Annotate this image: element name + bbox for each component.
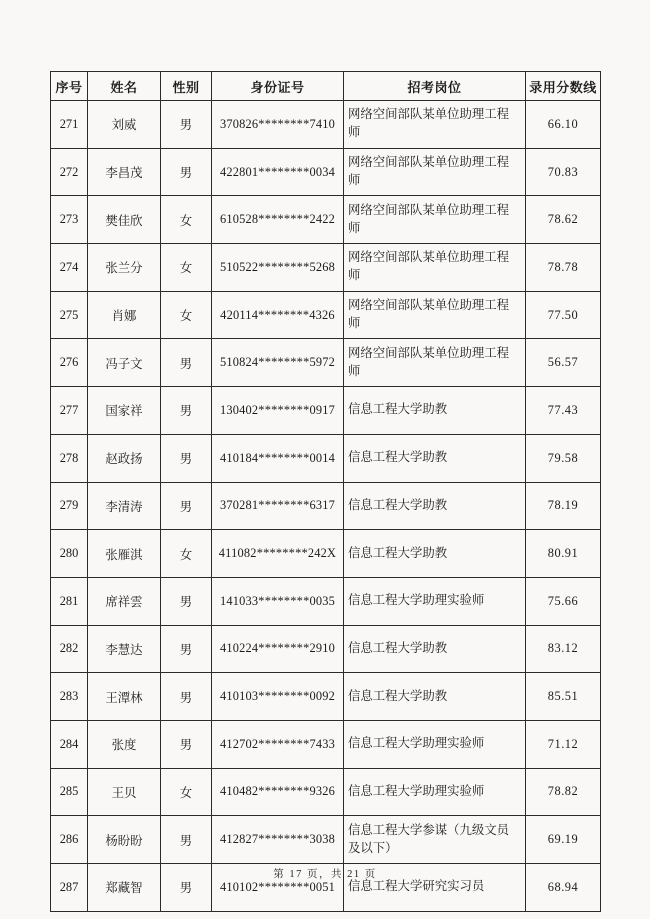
cell-gender: 男 (161, 339, 212, 387)
cell-score: 78.62 (526, 196, 601, 244)
cell-score: 56.57 (526, 339, 601, 387)
cell-score: 69.19 (526, 816, 601, 864)
cell-position: 信息工程大学助理实验师 (344, 577, 526, 625)
cell-no: 271 (51, 101, 88, 149)
cell-no: 283 (51, 673, 88, 721)
cell-position: 信息工程大学参谋（九级文员及以下） (344, 816, 526, 864)
cell-score: 79.58 (526, 434, 601, 482)
cell-score: 78.82 (526, 768, 601, 816)
cell-id-number: 411082********242X (212, 530, 344, 578)
cell-no: 280 (51, 530, 88, 578)
cell-no: 287 (51, 864, 88, 912)
cell-name: 杨盼盼 (88, 816, 161, 864)
cell-position: 网络空间部队某单位助理工程师 (344, 244, 526, 292)
cell-no: 275 (51, 291, 88, 339)
cell-name: 张雁淇 (88, 530, 161, 578)
cell-no: 282 (51, 625, 88, 673)
cell-position: 信息工程大学助理实验师 (344, 768, 526, 816)
cell-no: 281 (51, 577, 88, 625)
cell-id-number: 412702********7433 (212, 720, 344, 768)
cell-name: 张兰分 (88, 244, 161, 292)
cell-gender: 女 (161, 196, 212, 244)
cell-name: 国家祥 (88, 387, 161, 435)
cell-id-number: 141033********0035 (212, 577, 344, 625)
cell-gender: 女 (161, 244, 212, 292)
cell-id-number: 130402********0917 (212, 387, 344, 435)
cell-id-number: 410224********2910 (212, 625, 344, 673)
table-body (51, 101, 601, 912)
cell-gender: 男 (161, 434, 212, 482)
page-number: 第 17 页，共 21 页 (273, 869, 377, 880)
cell-score: 80.91 (526, 530, 601, 578)
cell-no: 286 (51, 816, 88, 864)
cell-position: 信息工程大学助教 (344, 673, 526, 721)
cell-id-number: 510824********5972 (212, 339, 344, 387)
cell-position: 网络空间部队某单位助理工程师 (344, 148, 526, 196)
cell-no: 276 (51, 339, 88, 387)
cell-position: 信息工程大学助理实验师 (344, 720, 526, 768)
cell-id-number: 410482********9326 (212, 768, 344, 816)
cell-gender: 女 (161, 291, 212, 339)
table-row (51, 434, 601, 482)
cell-score: 70.83 (526, 148, 601, 196)
cell-id-number: 370826********7410 (212, 101, 344, 149)
cell-no: 273 (51, 196, 88, 244)
cell-id-number: 410102********0051 (212, 864, 344, 912)
col-header-no: 序号 (51, 72, 88, 101)
cell-gender: 男 (161, 720, 212, 768)
cell-position: 信息工程大学助教 (344, 482, 526, 530)
cell-name: 王潭林 (88, 673, 161, 721)
col-header-gender: 性别 (161, 72, 212, 101)
cell-gender: 男 (161, 864, 212, 912)
cell-score: 77.43 (526, 387, 601, 435)
cell-position: 信息工程大学助教 (344, 434, 526, 482)
cell-id-number: 370281********6317 (212, 482, 344, 530)
cell-name: 李昌茂 (88, 148, 161, 196)
cell-name: 赵政扬 (88, 434, 161, 482)
recruitment-score-table (50, 71, 601, 912)
cell-gender: 男 (161, 816, 212, 864)
table-row (51, 387, 601, 435)
col-header-id: 身份证号 (212, 72, 344, 101)
cell-gender: 男 (161, 625, 212, 673)
cell-gender: 男 (161, 387, 212, 435)
table-row (51, 482, 601, 530)
cell-score: 85.51 (526, 673, 601, 721)
table-row (51, 720, 601, 768)
table-row (51, 244, 601, 292)
col-header-position: 招考岗位 (344, 72, 526, 101)
cell-no: 274 (51, 244, 88, 292)
cell-gender: 男 (161, 482, 212, 530)
cell-score: 77.50 (526, 291, 601, 339)
cell-no: 284 (51, 720, 88, 768)
cell-score: 75.66 (526, 577, 601, 625)
table-row (51, 101, 601, 149)
cell-id-number: 610528********2422 (212, 196, 344, 244)
cell-position: 信息工程大学研究实习员 (344, 864, 526, 912)
cell-position: 网络空间部队某单位助理工程师 (344, 196, 526, 244)
cell-score: 78.19 (526, 482, 601, 530)
cell-gender: 男 (161, 148, 212, 196)
cell-score: 66.10 (526, 101, 601, 149)
cell-score: 78.78 (526, 244, 601, 292)
cell-score: 83.12 (526, 625, 601, 673)
table-row (51, 768, 601, 816)
cell-name: 王贝 (88, 768, 161, 816)
col-header-score: 录用分数线 (526, 72, 601, 101)
table-row (51, 530, 601, 578)
cell-name: 席祥雲 (88, 577, 161, 625)
col-header-name: 姓名 (88, 72, 161, 101)
table-row (51, 577, 601, 625)
cell-id-number: 410184********0014 (212, 434, 344, 482)
cell-name: 张度 (88, 720, 161, 768)
table-header-row (51, 72, 601, 101)
cell-gender: 男 (161, 101, 212, 149)
cell-id-number: 412827********3038 (212, 816, 344, 864)
cell-gender: 男 (161, 673, 212, 721)
cell-id-number: 410103********0092 (212, 673, 344, 721)
cell-score: 71.12 (526, 720, 601, 768)
cell-id-number: 510522********5268 (212, 244, 344, 292)
table-row (51, 148, 601, 196)
cell-no: 272 (51, 148, 88, 196)
table-row (51, 625, 601, 673)
cell-no: 285 (51, 768, 88, 816)
cell-no: 277 (51, 387, 88, 435)
cell-position: 网络空间部队某单位助理工程师 (344, 339, 526, 387)
cell-position: 网络空间部队某单位助理工程师 (344, 101, 526, 149)
table-row (51, 196, 601, 244)
cell-name: 李慧达 (88, 625, 161, 673)
cell-name: 刘威 (88, 101, 161, 149)
table-row (51, 291, 601, 339)
cell-name: 李清涛 (88, 482, 161, 530)
cell-position: 信息工程大学助教 (344, 530, 526, 578)
table-row (51, 339, 601, 387)
cell-gender: 女 (161, 768, 212, 816)
cell-id-number: 420114********4326 (212, 291, 344, 339)
cell-position: 信息工程大学助教 (344, 625, 526, 673)
table-row (51, 673, 601, 721)
cell-gender: 女 (161, 530, 212, 578)
cell-position: 网络空间部队某单位助理工程师 (344, 291, 526, 339)
cell-id-number: 422801********0034 (212, 148, 344, 196)
cell-name: 肖娜 (88, 291, 161, 339)
cell-name: 郑藏智 (88, 864, 161, 912)
cell-position: 信息工程大学助教 (344, 387, 526, 435)
cell-no: 279 (51, 482, 88, 530)
cell-name: 樊佳欣 (88, 196, 161, 244)
table-row (51, 816, 601, 864)
cell-score: 68.94 (526, 864, 601, 912)
cell-no: 278 (51, 434, 88, 482)
cell-gender: 男 (161, 577, 212, 625)
cell-name: 冯子文 (88, 339, 161, 387)
